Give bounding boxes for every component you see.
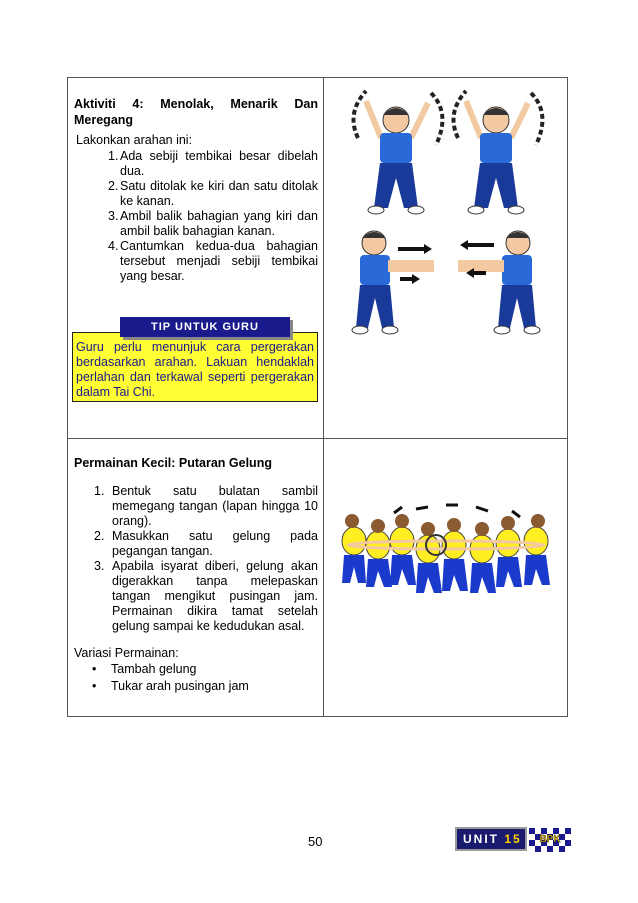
child-pushing-figure — [352, 231, 434, 334]
activity-intro: Lakonkan arahan ini: — [76, 133, 193, 147]
bpk-logo — [529, 826, 571, 852]
activity-row-1 — [68, 78, 567, 439]
list-item: 3. Apabila isyarat diberi, gelung akan digerakkan tanpa melepaskan tangan mengikut pusingan jam. Permainan dikira tamat setelah gelung sampai ke kedudukan asal. — [94, 559, 318, 633]
list-item: • Tambah gelung — [92, 662, 197, 676]
activity-steps — [110, 149, 318, 284]
activity-table — [67, 77, 568, 717]
child-arms-up-figure — [354, 91, 443, 214]
teacher-tip-label: TIP UNTUK GURU — [120, 317, 290, 337]
teacher-tip-text: Guru perlu menunjuk cara pergerakan berdasarkan arahan. Lakuan hendaklah perlahan dan terkawal seperti pergerakan dalam Tai Chi. — [76, 340, 314, 399]
game-title: Permainan Kecil: Putaran Gelung — [74, 456, 272, 470]
variation-list — [92, 661, 249, 695]
list-item: 3. Ambil balik bahagian yang kiri dan ambil balik bahagian kanan. — [108, 209, 318, 238]
list-item: 1. Bentuk satu bulatan sambil memegang tangan (lapan hingga 10 orang). — [94, 484, 318, 528]
list-item: 2. Masukkan satu gelung pada pegangan tangan. — [94, 529, 318, 558]
svg-text:BPK: BPK — [539, 834, 561, 845]
activity-title: Aktiviti 4: Menolak, Menarik Dan Meregang — [74, 97, 318, 127]
game-steps — [96, 484, 318, 634]
list-item: 4. Cantumkan kedua-dua bahagian tersebut menjadi sebiji tembikai yang besar. — [108, 239, 318, 283]
activity-row-2 — [68, 439, 567, 716]
list-item: 1. Ada sebiji tembikai besar dibelah dua. — [108, 149, 318, 178]
unit-label-box: UNIT 15 — [455, 827, 527, 851]
page-number: 50 — [308, 834, 323, 849]
list-item: • Tukar arah pusingan jam — [92, 679, 249, 693]
stretching-illustration — [336, 83, 556, 338]
unit-badge — [455, 826, 572, 852]
hoop-game-illustration — [336, 501, 556, 606]
child-arms-up-figure — [454, 91, 543, 214]
variation-title: Variasi Permainan: — [74, 646, 179, 660]
list-item: 2. Satu ditolak ke kiri dan satu ditolak ke kanan. — [108, 179, 318, 208]
child-pushing-figure — [458, 231, 540, 334]
